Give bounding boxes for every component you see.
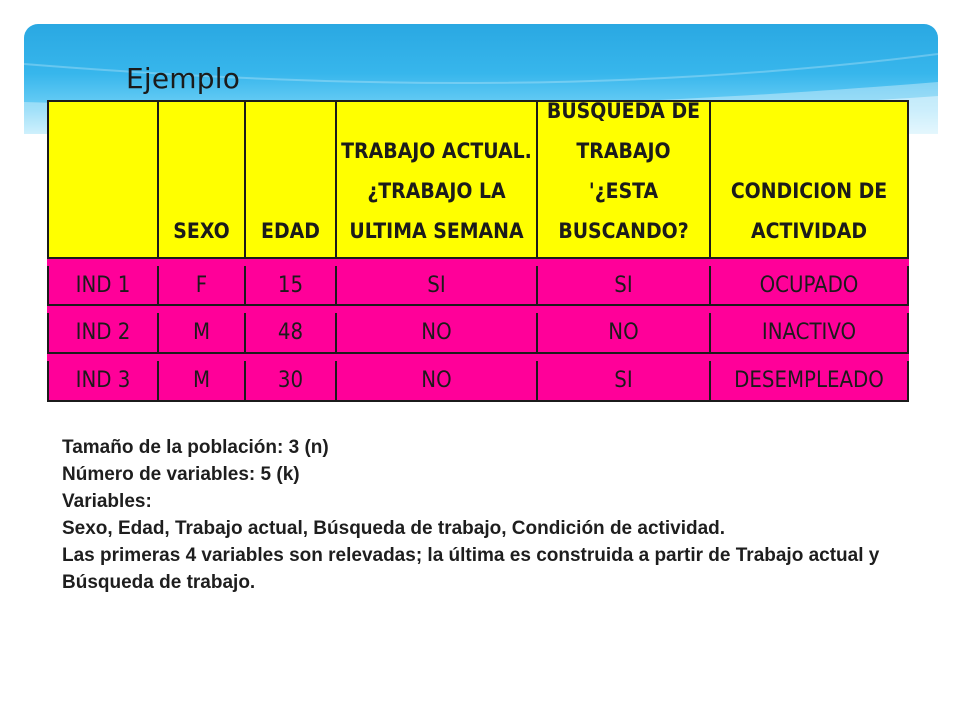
variables-list: Sexo, Edad, Trabajo actual, Búsqueda de trabajo, Condición de actividad. (62, 518, 726, 539)
table-cell: SI (538, 361, 709, 400)
table-cell: SI (337, 266, 536, 304)
table-cell: NO (337, 361, 536, 400)
table-cell: IND 2 (49, 313, 157, 352)
variable-count-line: Número de variables: 5 (k) (62, 464, 300, 485)
variables-explanation: Las primeras 4 variables son relevadas; la última es construida a partir de Trabajo actual y Búsqueda de trabajo. (62, 545, 880, 593)
population-size-line: Tamaño de la población: 3 (n) (62, 437, 329, 458)
table-cell: NO (538, 313, 709, 352)
table-cell: IND 1 (49, 266, 157, 304)
table-cell: INACTIVO (711, 313, 907, 352)
row-band (47, 259, 909, 266)
header-cell-blank (49, 102, 157, 257)
table-cell: 30 (246, 361, 335, 400)
variables-heading: Variables: (62, 491, 152, 512)
table-cell: 15 (246, 266, 335, 304)
table-cell: IND 3 (49, 361, 157, 400)
header-cell-busqueda-trabajo: BUSQUEDA DE TRABAJO '¿ESTA BUSCANDO? (538, 102, 709, 257)
table-cell: 48 (246, 313, 335, 352)
header-cell-condicion-actividad: CONDICION DE ACTIVIDAD (711, 102, 907, 257)
header-cell-sexo: SEXO (159, 102, 244, 257)
table-cell: DESEMPLEADO (711, 361, 907, 400)
table-cell: NO (337, 313, 536, 352)
data-table (47, 100, 909, 402)
table-cell: M (159, 313, 244, 352)
slide-title: Ejemplo (126, 62, 241, 95)
table-cell: M (159, 361, 244, 400)
header-cell-edad: EDAD (246, 102, 335, 257)
table-cell: SI (538, 266, 709, 304)
table-cell: OCUPADO (711, 266, 907, 304)
row-band (47, 354, 909, 361)
notes-text-block (62, 434, 922, 596)
table-cell: F (159, 266, 244, 304)
row-band (47, 306, 909, 313)
header-cell-trabajo-actual: TRABAJO ACTUAL.¿TRABAJO LA ULTIMA SEMANA (337, 102, 536, 257)
